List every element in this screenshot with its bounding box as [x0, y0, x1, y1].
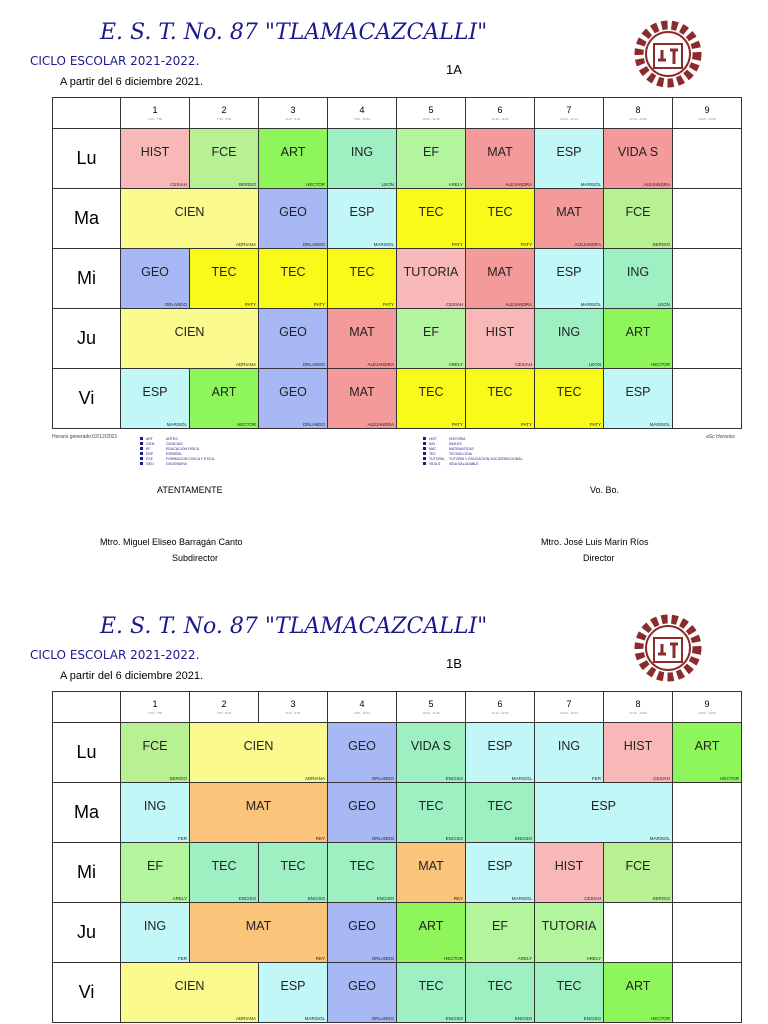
- period-number: 6: [497, 699, 503, 709]
- period-header: [604, 692, 673, 723]
- period-time: 7:00 - 7:50: [147, 711, 163, 715]
- period-number: 6: [497, 105, 503, 115]
- subject-name: GEO: [279, 325, 307, 339]
- period-number: 5: [428, 699, 434, 709]
- subject-name: FCE: [142, 739, 168, 753]
- legend-subject: FORMACION CIVICA Y ETICA: [166, 457, 215, 461]
- day-label: Ma: [53, 783, 121, 843]
- class-cell: [535, 783, 673, 843]
- signer-right-name: Mtro. José Luis Marín Ríos: [541, 537, 649, 547]
- class-cell: [673, 783, 742, 843]
- subject-name: ART: [211, 385, 237, 399]
- subject-name: MAT: [418, 859, 444, 873]
- period-number: 8: [635, 699, 641, 709]
- subject-name: HIST: [140, 145, 170, 159]
- day-row: [53, 723, 742, 783]
- class-cell: [673, 903, 742, 963]
- teacher-name: ENCISO: [445, 1016, 463, 1021]
- subject-name: MAT: [487, 265, 513, 279]
- legend-abbrev: MAT: [429, 447, 437, 451]
- class-cell: [604, 963, 673, 1023]
- class-cell: [259, 963, 328, 1023]
- subject-name: TEC: [211, 265, 237, 279]
- subject-name: ESP: [590, 799, 616, 813]
- teacher-name: ORLANDO: [371, 836, 394, 841]
- teacher-name: ADRIANA: [235, 242, 256, 247]
- subject-name: GEO: [279, 205, 307, 219]
- period-time: 9:50 - 10:40: [353, 711, 370, 715]
- subject-name: FCE: [625, 205, 651, 219]
- day-row: [53, 963, 742, 1023]
- period-time: 11:30 - 12:20: [491, 117, 509, 121]
- teacher-name: MARISOL: [511, 776, 532, 781]
- closing-vobo: Vo. Bo.: [590, 485, 620, 495]
- period-header: [190, 692, 259, 723]
- teacher-name: ARELY: [448, 362, 463, 367]
- teacher-name: ENCISO: [514, 836, 532, 841]
- class-cell: [673, 843, 742, 903]
- subject-name: TEC: [556, 385, 582, 399]
- subject-name: ART: [280, 145, 306, 159]
- teacher-name: LEON: [381, 182, 394, 187]
- teacher-name: ARELY: [448, 182, 463, 187]
- teacher-name: HECTOR: [237, 422, 256, 427]
- subject-name: GEO: [348, 799, 376, 813]
- legend-subject: TUTORIA Y EDUCACION SOCIOEMOCIONAL: [449, 457, 523, 461]
- teacher-name: HECTOR: [651, 362, 670, 367]
- subject-name: ESP: [349, 205, 375, 219]
- teacher-name: ADRIANA: [235, 1016, 256, 1021]
- legend-subject: VIDA SALUDABLE: [449, 462, 479, 466]
- period-time: 13:10 - 14:00: [629, 117, 647, 121]
- subject-name: CIEN: [174, 979, 205, 993]
- teacher-name: CESIAH: [446, 302, 463, 307]
- subject-name: ART: [418, 919, 444, 933]
- subject-name: TEC: [418, 799, 444, 813]
- subject-name: TEC: [487, 205, 513, 219]
- teacher-name: ORLANDO: [164, 302, 187, 307]
- class-cell: [121, 843, 190, 903]
- class-cell: [328, 843, 397, 903]
- subject-name: TEC: [487, 979, 513, 993]
- period-header: [397, 692, 466, 723]
- teacher-name: MARISOL: [511, 896, 532, 901]
- teacher-name: PATY: [589, 422, 601, 427]
- class-cell: [121, 723, 190, 783]
- teacher-name: ALEJANDRA: [505, 182, 532, 187]
- subject-name: ING: [557, 739, 581, 753]
- subject-name: ART: [625, 325, 651, 339]
- period-time: 14:00 - 14:50: [698, 711, 716, 715]
- subject-name: ART: [625, 979, 651, 993]
- subject-name: ING: [557, 325, 581, 339]
- class-cell: [397, 903, 466, 963]
- teacher-name: ENCISO: [307, 896, 325, 901]
- subject-name: GEO: [348, 739, 376, 753]
- teacher-name: SERGIO: [652, 896, 670, 901]
- period-number: 1: [152, 699, 158, 709]
- day-label: Ju: [53, 903, 121, 963]
- legend-abbrev: ESP: [146, 452, 154, 456]
- teacher-name: ALEJANDRA: [505, 302, 532, 307]
- corner-cell: [53, 692, 121, 723]
- period-header: [259, 692, 328, 723]
- legend-abbrev: EF: [146, 447, 151, 451]
- teacher-name: ADRIANA: [235, 362, 256, 367]
- subject-name: ESP: [625, 385, 651, 399]
- class-cell: [397, 723, 466, 783]
- teacher-name: PATY: [520, 242, 532, 247]
- legend-abbrev: ING: [429, 442, 436, 446]
- period-time: 10:40 - 11:30: [422, 117, 440, 121]
- teacher-name: ENCISO: [445, 776, 463, 781]
- legend-abbrev: ART: [146, 437, 153, 441]
- teacher-name: MARISOL: [373, 242, 394, 247]
- teacher-name: ENCISO: [583, 1016, 601, 1021]
- teacher-name: ENCISO: [376, 896, 394, 901]
- class-cell: [604, 843, 673, 903]
- subject-name: TEC: [418, 385, 444, 399]
- teacher-name: MARISOL: [580, 182, 601, 187]
- class-cell: [328, 783, 397, 843]
- subject-name: ART: [694, 739, 720, 753]
- period-number: 3: [290, 699, 296, 709]
- period-header: [466, 692, 535, 723]
- group-label: 1A: [446, 62, 462, 77]
- subject-name: GEO: [348, 919, 376, 933]
- teacher-name: REY: [453, 896, 463, 901]
- subject-name: TEC: [280, 265, 306, 279]
- teacher-name: ORLANDO: [371, 956, 394, 961]
- class-cell: [673, 963, 742, 1023]
- school-year: CICLO ESCOLAR 2021-2022.: [30, 54, 200, 68]
- day-label: Lu: [53, 723, 121, 783]
- period-number: 2: [221, 105, 227, 115]
- period-number: 9: [704, 699, 710, 709]
- timetable-1b: [52, 691, 742, 1023]
- legend-abbrev: HIST: [429, 437, 437, 441]
- subject-name: TEC: [487, 799, 513, 813]
- class-cell: [466, 783, 535, 843]
- start-date: A partir del 6 diciembre 2021.: [60, 670, 204, 682]
- class-cell: [190, 783, 328, 843]
- subject-name: MAT: [349, 325, 375, 339]
- legend-abbrev: FCE: [146, 457, 153, 461]
- subject-name: TEC: [556, 979, 582, 993]
- day-row: [53, 783, 742, 843]
- teacher-name: MARISOL: [304, 1016, 325, 1021]
- period-header: [328, 692, 397, 723]
- school-title: E. S. T. No. 87 "TLAMACAZCALLI": [100, 614, 488, 639]
- class-cell: [190, 723, 328, 783]
- legend-abbrev: TEC: [429, 452, 436, 456]
- legend-abbrev: CIEN: [146, 442, 155, 446]
- day-label: Vi: [53, 369, 121, 429]
- subject-name: CIEN: [174, 325, 205, 339]
- teacher-name: ORLANDO: [371, 776, 394, 781]
- teacher-name: ADRIANA: [304, 776, 325, 781]
- class-cell: [121, 783, 190, 843]
- teacher-name: SERGIO: [238, 182, 256, 187]
- subject-name: ESP: [556, 265, 582, 279]
- teacher-name: SERGIO: [652, 242, 670, 247]
- class-cell: [535, 723, 604, 783]
- period-time: 14:00 - 14:50: [698, 117, 716, 121]
- teacher-name: PATY: [313, 302, 325, 307]
- teacher-name: HECTOR: [306, 182, 325, 187]
- subject-name: GEO: [348, 979, 376, 993]
- subject-name: CIEN: [243, 739, 274, 753]
- period-number: 1: [152, 105, 158, 115]
- subject-name: ING: [143, 799, 167, 813]
- legend-subject: INGLES: [449, 442, 462, 446]
- subject-name: MAT: [487, 145, 513, 159]
- class-cell: [190, 903, 328, 963]
- class-cell: [397, 963, 466, 1023]
- class-cell: [535, 963, 604, 1023]
- class-cell: [328, 963, 397, 1023]
- day-label: Mi: [53, 843, 121, 903]
- subject-name: ING: [350, 145, 374, 159]
- period-number: 4: [359, 699, 365, 709]
- subject-name: VIDA S: [410, 739, 452, 753]
- teacher-name: ARELY: [517, 956, 532, 961]
- subject-name: TEC: [349, 265, 375, 279]
- subject-name: GEO: [279, 385, 307, 399]
- period-time: 13:10 - 14:00: [629, 711, 647, 715]
- class-cell: [535, 903, 604, 963]
- class-cell: [466, 843, 535, 903]
- teacher-name: REY: [315, 836, 325, 841]
- subject-name: MAT: [349, 385, 375, 399]
- day-row: [53, 843, 742, 903]
- period-time: 11:30 - 12:20: [491, 711, 509, 715]
- start-date: A partir del 6 diciembre 2021.: [60, 76, 204, 88]
- subject-name: HIST: [485, 325, 515, 339]
- class-cell: [604, 723, 673, 783]
- teacher-name: MARISOL: [649, 422, 670, 427]
- period-header: [673, 692, 742, 723]
- period-number: 7: [566, 699, 572, 709]
- legend-subject: GEOGRAFIA: [166, 462, 187, 466]
- subject-name: ESP: [280, 979, 306, 993]
- class-cell: [190, 843, 259, 903]
- day-label: Ju: [53, 309, 121, 369]
- teacher-name: CESIAH: [170, 182, 187, 187]
- teacher-name: ARELY: [586, 956, 601, 961]
- period-time: 7:50 - 8:40: [216, 711, 232, 715]
- teacher-name: CESIAH: [515, 362, 532, 367]
- teacher-name: ALEJANDRA: [367, 422, 394, 427]
- teacher-name: ALEJANDRA: [574, 242, 601, 247]
- class-cell: [259, 843, 328, 903]
- subject-name: EF: [492, 919, 508, 933]
- teacher-name: LEON: [588, 362, 601, 367]
- software-credit: aSc Horarios: [706, 434, 735, 440]
- day-label: Vi: [53, 963, 121, 1023]
- subject-name: EF: [147, 859, 163, 873]
- subject-name: CIEN: [174, 205, 205, 219]
- subject-name: TUTORIA: [541, 919, 597, 933]
- class-cell: [121, 903, 190, 963]
- signer-left-role: Subdirector: [172, 553, 219, 563]
- legend-subject: TECNOLOGIA: [449, 452, 472, 456]
- teacher-name: LEON: [657, 302, 670, 307]
- teacher-name: ENCISO: [514, 1016, 532, 1021]
- period-number: 3: [290, 105, 296, 115]
- subject-name: FCE: [211, 145, 237, 159]
- subject-name: TEC: [487, 385, 513, 399]
- teacher-name: FER: [592, 776, 601, 781]
- period-number: 4: [359, 105, 365, 115]
- school-year: CICLO ESCOLAR 2021-2022.: [30, 648, 200, 662]
- subject-name: GEO: [141, 265, 169, 279]
- period-time: 7:00 - 7:50: [147, 117, 163, 121]
- legend-abbrev: VIDA S: [429, 462, 441, 466]
- subject-name: ING: [143, 919, 167, 933]
- subject-name: ESP: [487, 739, 513, 753]
- subject-name: TEC: [211, 859, 237, 873]
- period-number: 2: [221, 699, 227, 709]
- legend-subject: MATEMATICAS: [449, 447, 474, 451]
- class-cell: [673, 723, 742, 783]
- legend-subject: HISTORIA: [449, 437, 466, 441]
- group-label: 1B: [446, 656, 462, 671]
- day-row: [53, 903, 742, 963]
- subject-name: FCE: [625, 859, 651, 873]
- subject-name: EF: [423, 325, 439, 339]
- teacher-name: ENCISO: [238, 896, 256, 901]
- school-title: E. S. T. No. 87 "TLAMACAZCALLI": [100, 20, 488, 45]
- teacher-name: MARISOL: [580, 302, 601, 307]
- teacher-name: CESIAH: [584, 896, 601, 901]
- subject-name: EF: [423, 145, 439, 159]
- class-cell: [121, 963, 259, 1023]
- period-time: 7:50 - 8:40: [216, 117, 232, 121]
- teacher-name: PATY: [451, 242, 463, 247]
- period-time: 9:50 - 10:40: [353, 117, 370, 121]
- period-time: 8:40 - 9:30: [285, 117, 301, 121]
- teacher-name: ARELY: [172, 896, 187, 901]
- teacher-name: REY: [315, 956, 325, 961]
- teacher-name: ALEJANDRA: [643, 182, 670, 187]
- subject-name: VIDA S: [617, 145, 659, 159]
- class-cell: [328, 723, 397, 783]
- legend-subject: ESPAÑOL: [166, 452, 183, 456]
- subject-name: ESP: [556, 145, 582, 159]
- subject-name: TEC: [349, 859, 375, 873]
- teacher-name: HECTOR: [651, 1016, 670, 1021]
- generated-date: Horario generado:02/12/2021: [52, 434, 118, 440]
- period-number: 5: [428, 105, 434, 115]
- class-cell: [604, 903, 673, 963]
- period-number: 7: [566, 105, 572, 115]
- legend-subject: CIENCIAS: [166, 442, 183, 446]
- subject-name: MAT: [556, 205, 582, 219]
- subject-name: ING: [626, 265, 650, 279]
- teacher-name: ORLANDO: [302, 242, 325, 247]
- teacher-name: PATY: [520, 422, 532, 427]
- period-time: 12:20 - 13:10: [560, 117, 578, 121]
- teacher-name: FER: [178, 956, 187, 961]
- period-header-row: [53, 692, 742, 723]
- closing-atentamente: ATENTAMENTE: [157, 485, 223, 495]
- subject-name: MAT: [245, 919, 272, 933]
- class-cell: [535, 843, 604, 903]
- subject-name: MAT: [245, 799, 272, 813]
- period-time: 10:40 - 11:30: [422, 711, 440, 715]
- class-cell: [397, 843, 466, 903]
- class-cell: [466, 723, 535, 783]
- teacher-name: HECTOR: [720, 776, 739, 781]
- subject-name: TEC: [280, 859, 306, 873]
- school-gear-logo-icon: [632, 614, 704, 682]
- teacher-name: HECTOR: [444, 956, 463, 961]
- teacher-name: PATY: [382, 302, 394, 307]
- period-header: [535, 692, 604, 723]
- class-cell: [466, 903, 535, 963]
- legend-subject: ARTES: [166, 437, 178, 441]
- class-cell: [466, 963, 535, 1023]
- legend-subject: EDUCACION FISICA: [166, 447, 200, 451]
- subject-name: ESP: [487, 859, 513, 873]
- teacher-name: ORLANDO: [302, 362, 325, 367]
- day-label: Lu: [53, 129, 121, 189]
- teacher-name: ORLANDO: [302, 422, 325, 427]
- signer-left-name: Mtro. Miguel Eliseo Barragán Canto: [100, 537, 243, 547]
- class-cell: [397, 783, 466, 843]
- period-number: 8: [635, 105, 641, 115]
- subject-name: HIST: [554, 859, 584, 873]
- teacher-name: MARISOL: [649, 836, 670, 841]
- subject-name: HIST: [623, 739, 653, 753]
- period-time: 8:40 - 9:30: [285, 711, 301, 715]
- legend-abbrev: TUTORIA: [429, 457, 445, 461]
- legend-abbrev: GEO: [146, 462, 154, 466]
- subject-name: ESP: [142, 385, 168, 399]
- teacher-name: ALEJANDRA: [367, 362, 394, 367]
- class-cell: [328, 903, 397, 963]
- signer-right-role: Director: [583, 553, 615, 563]
- subject-name: TEC: [418, 205, 444, 219]
- day-label: Ma: [53, 189, 121, 249]
- subject-name: TUTORIA: [403, 265, 459, 279]
- subject-name: TEC: [418, 979, 444, 993]
- period-time: 12:20 - 13:10: [560, 711, 578, 715]
- teacher-name: CESIAH: [653, 776, 670, 781]
- teacher-name: ENCISO: [445, 836, 463, 841]
- day-label: Mi: [53, 249, 121, 309]
- teacher-name: FER: [178, 836, 187, 841]
- teacher-name: PATY: [451, 422, 463, 427]
- teacher-name: MARISOL: [166, 422, 187, 427]
- period-number: 9: [704, 105, 710, 115]
- teacher-name: SERGIO: [169, 776, 187, 781]
- teacher-name: ORLANDO: [371, 1016, 394, 1021]
- teacher-name: PATY: [244, 302, 256, 307]
- period-header: [121, 692, 190, 723]
